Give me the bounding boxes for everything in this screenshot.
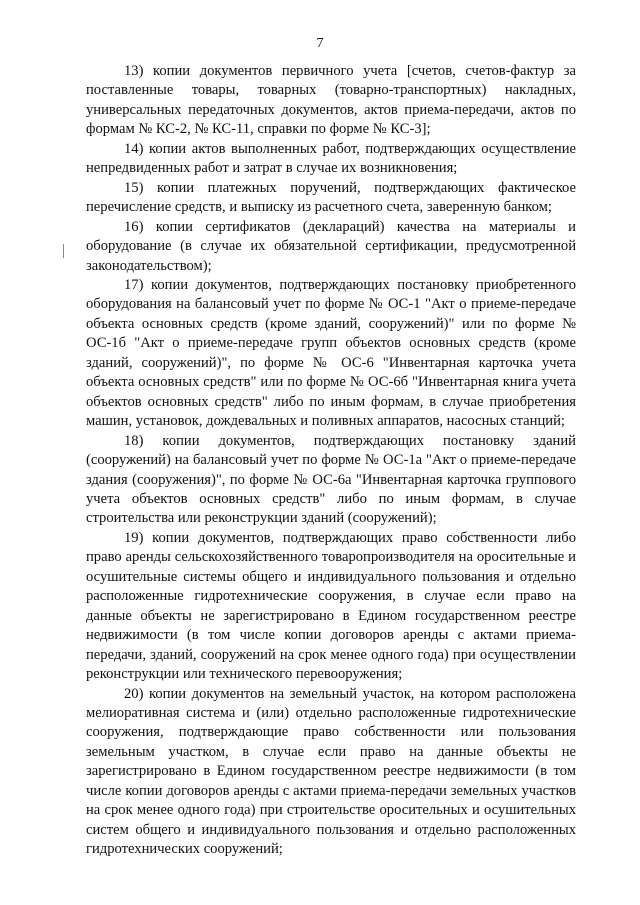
list-item-15: 15) копии платежных поручений, подтверждающих фактическое перечисление средств, и выписку из расчетного счета, заверенную банком; [86,179,576,216]
page-number: 7 [316,36,324,51]
margin-mark [63,244,64,258]
list-item-16: 16) копии сертификатов (деклараций) качества на материалы и оборудование (в случае их обязательной сертификации, предусмотренной законодательством); [86,218,576,274]
list-item-19: 19) копии документов, подтверждающих право собственности либо право аренды сельскохозяйственного товаропроизводителя на оросительные и осушительные системы общего и индивидуального пользования и отдельно расположенные гидротехнические сооружения, в случае если право на данные объекты не зарегистрировано в Едином государственном реестре недвижимости (в том числе копии договоров аренды с актами приема-передачи, зданий, сооружений на срок менее одного года) при осуществлении реконструкции или технического перевооружения; [86,529,576,683]
list-item-20: 20) копии документов на земельный участок, на котором расположена мелиоративная система и (или) отдельно расположенные гидротехнические сооружения, подтверждающие право собственности или пользования земельным участком, в случае если право на данные объекты не зарегистрировано в Едином государственном реестре недвижимости (в том числе копии договоров аренды с актами приема-передачи земельных участков на срок менее одного года) при строительстве оросительных и осушительных систем общего и индивидуального пользования и отдельно расположенных гидротехнических сооружений; [86,685,576,858]
list-item-14: 14) копии актов выполненных работ, подтверждающих осуществление непредвиденных работ и затрат в случае их возникновения; [86,140,576,177]
list-item-13: 13) копии документов первичного учета [счетов, счетов-фактур за поставленные товары, товарных (товарно-транспортных) накладных, универсальных передаточных документов, актов приема-передачи, актов по формам № КС-2, № КС-11, справки по форме № КС-3]; [86,63,576,138]
list-item-18: 18) копии документов, подтверждающих постановку зданий (сооружений) на балансовый учет по форме № ОС-1а "Акт о приеме-передаче здания (сооружения)", по форме № ОС-6а "Инвентарная карточка группового учета объектов основных средств" либо по иным формам, в случае строительства или реконструкции зданий (сооружений); [86,432,576,527]
list-item-17: 17) копии документов, подтверждающих постановку приобретенного оборудования на балансовый учет по форме № ОС-1 "Акт о приеме-передаче объекта основных средств (кроме зданий, сооружений)" или по форме № ОС-1б "Акт о приеме-передаче групп объектов основных средств (кроме зданий, сооружений)", по форме № ОС-6 "Инвентарная карточка учета объекта основных средств" или по форме № ОС-6б "Инвентарная книга учета объектов основных средств" либо по иным формам, в случае приобретения машин, установок, дождевальных и поливных аппаратов, насосных станций; [86,276,576,430]
document-body [86,62,576,860]
